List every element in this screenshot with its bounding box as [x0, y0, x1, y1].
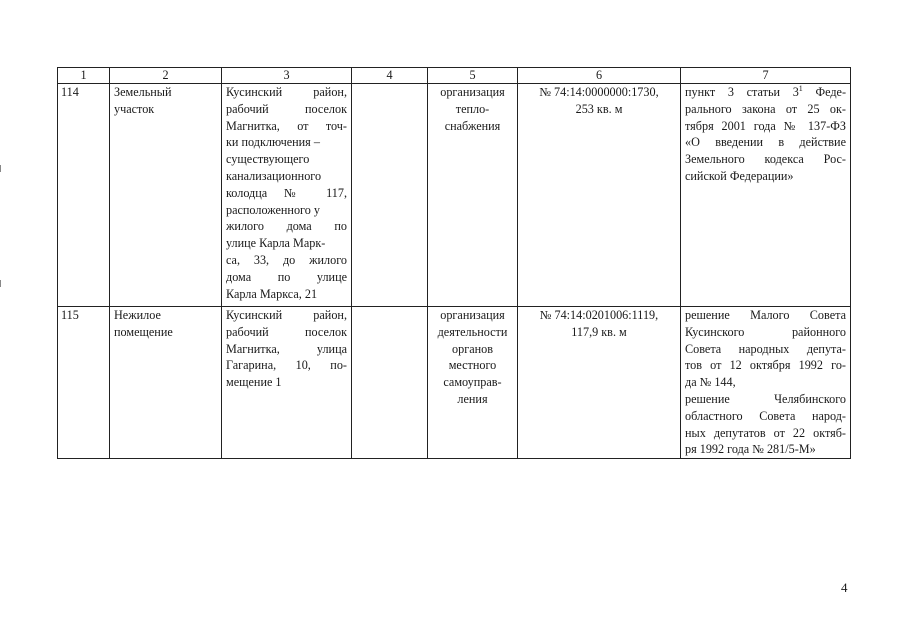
purpose-cell: [428, 84, 518, 307]
row-number: 115: [58, 307, 110, 459]
address-line: рабочий поселок: [226, 324, 347, 339]
purpose-line: органов: [452, 341, 493, 356]
purpose-line: самоуправ-: [443, 375, 502, 390]
address-line: Магнитка, улица: [226, 341, 347, 356]
address-line: колодца № 117,: [226, 185, 347, 200]
basis-line: рального закона от 25 ок-: [685, 101, 846, 116]
cadastral-line: 117,9 кв. м: [571, 324, 627, 339]
table-row: [58, 307, 851, 459]
address-cell: [222, 307, 352, 459]
page-number: 4: [841, 580, 848, 595]
basis-line: ных депутатов от 22 октяб-: [685, 425, 846, 440]
basis-line: областного Совета народ-: [685, 408, 846, 423]
address-line: Гагарина, 10, по-: [226, 358, 347, 373]
address-line: расположенного у: [226, 202, 320, 217]
address-cell: [222, 84, 352, 307]
address-line: улице Карла Марк-: [226, 236, 326, 251]
cadastral-line: № 74:14:0201006:1119,: [539, 308, 659, 322]
purpose-line: ления: [457, 391, 488, 406]
address-line: Кусинский район,: [226, 85, 347, 99]
address-line: мещение 1: [226, 375, 282, 390]
cadastral-line: 253 кв. м: [575, 101, 623, 116]
object-name-line: Нежилое: [114, 308, 161, 322]
header-cell: 2: [110, 68, 222, 84]
basis-line: решение Малого Совета: [685, 308, 846, 322]
header-cell: 5: [428, 68, 518, 84]
address-line: рабочий поселок: [226, 101, 347, 116]
cadastral-line: № 74:14:0000000:1730,: [539, 85, 659, 99]
purpose-line: тепло-: [455, 101, 490, 116]
purpose-line: организация: [440, 85, 505, 99]
cadastral-cell: [518, 84, 681, 307]
header-cell: 1: [58, 68, 110, 84]
scan-edge-mark: [0, 165, 1, 172]
header-cell: 3: [222, 68, 352, 84]
basis-line: ря 1992 года № 281/5-М»: [685, 442, 816, 457]
basis-line: Совета народных депута-: [685, 341, 846, 356]
header-cell: 7: [681, 68, 851, 84]
empty-cell: [352, 307, 428, 459]
purpose-line: местного: [448, 358, 497, 373]
basis-line: да № 144,: [685, 375, 736, 390]
scan-edge-mark: [0, 280, 1, 287]
object-name-cell: [110, 84, 222, 307]
purpose-cell: [428, 307, 518, 459]
header-cell: 4: [352, 68, 428, 84]
basis-cell: [681, 307, 851, 459]
basis-text: Феде-: [802, 85, 847, 99]
basis-text: пункт 3 статьи 3: [685, 85, 799, 99]
object-name-cell: [110, 307, 222, 459]
object-name-line: участок: [114, 101, 155, 116]
data-table: [57, 67, 851, 459]
cadastral-cell: [518, 307, 681, 459]
address-line: Кусинский район,: [226, 308, 347, 322]
empty-cell: [352, 84, 428, 307]
address-line: дома по улице: [226, 269, 347, 284]
address-line: ки подключения –: [226, 135, 320, 150]
basis-line: сийской Федерации»: [685, 168, 794, 183]
address-line: Магнитка, от точ-: [226, 118, 347, 133]
basis-cell: [681, 84, 851, 307]
basis-line: Земельного кодекса Рос-: [685, 152, 846, 167]
header-cell: 6: [518, 68, 681, 84]
basis-line: тября 2001 года № 137-ФЗ: [685, 118, 846, 133]
object-name-line: помещение: [114, 324, 173, 339]
table-header-row: [58, 68, 851, 84]
purpose-line: деятельности: [437, 324, 508, 339]
table-row: [58, 84, 851, 307]
address-line: существующего: [226, 152, 310, 167]
basis-line: [685, 84, 846, 101]
address-line: са, 33, до жилого: [226, 252, 347, 267]
basis-superscript: 1: [798, 84, 803, 93]
basis-line: Кусинского районного: [685, 324, 846, 339]
purpose-line: снабжения: [444, 118, 501, 133]
object-name-line: Земельный: [114, 85, 172, 99]
address-line: жилого дома по: [226, 219, 347, 234]
basis-line: тов от 12 октября 1992 го-: [685, 358, 846, 373]
row-number: 114: [58, 84, 110, 307]
basis-line: «О введении в действие: [685, 135, 846, 150]
purpose-line: организация: [440, 308, 505, 322]
basis-line: решение Челябинского: [685, 391, 846, 406]
address-line: канализационного: [226, 168, 322, 183]
address-line: Карла Маркса, 21: [226, 286, 318, 301]
